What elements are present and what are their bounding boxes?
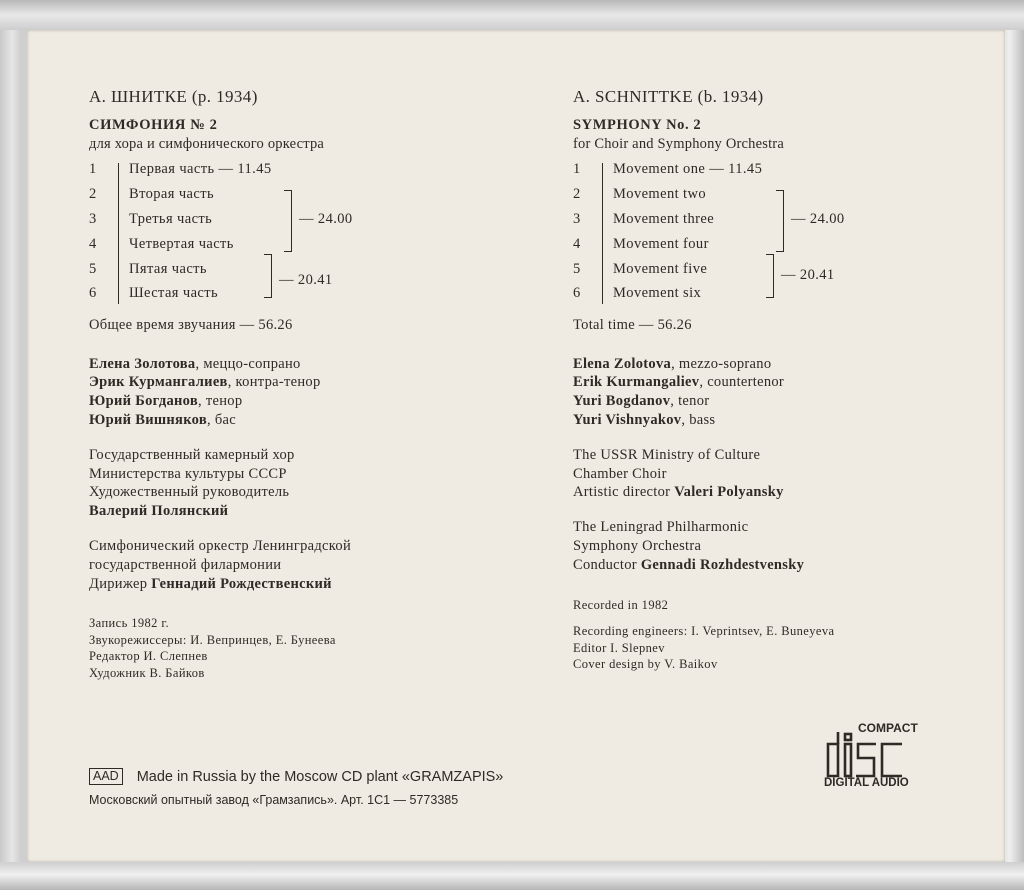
- credit-line: Editor I. Slepnev: [573, 640, 665, 655]
- track-number: 6: [573, 284, 581, 301]
- track-number: 5: [89, 260, 97, 277]
- composer-ru: А. ШНИТКЕ (р. 1934): [89, 87, 258, 106]
- track-title: Первая часть — 11.45: [129, 160, 272, 177]
- aad-badge: AAD: [89, 768, 123, 785]
- orchestra-line: Симфонический оркестр Ленинградской: [89, 538, 352, 554]
- subtitle-ru: для хора и симфонического оркестра: [89, 135, 325, 152]
- soloist-name: Эрик Курмангалиев: [89, 374, 228, 391]
- track-number: 4: [89, 235, 97, 252]
- soloist-role: , tenor: [670, 393, 710, 410]
- orchestra-en: [573, 518, 993, 574]
- subtitle-en: for Choir and Symphony Orchestra: [573, 135, 784, 152]
- credit-line: Запись 1982 г.: [89, 616, 169, 631]
- case-top-edge: [0, 0, 1024, 30]
- work-title-ru: СИМФОНИЯ № 2: [89, 117, 218, 134]
- credit-line: Cover design by V. Baikov: [573, 657, 718, 672]
- track-title: Movement six: [613, 284, 702, 301]
- choir-director-label: Artistic director: [573, 484, 675, 501]
- catalog-line: Московский опытный завод «Грамзапись». Арт. 1С1 — 5773385: [89, 793, 459, 807]
- logo-digital-audio-text: DIGITAL AUDIO: [824, 777, 909, 788]
- choir-line: Государственный камерный хор: [89, 446, 295, 463]
- compact-disc-logo: [824, 720, 942, 788]
- credit-line: Художник В. Байков: [89, 665, 205, 680]
- track-number: 2: [89, 185, 97, 202]
- bracket-group-2: [766, 254, 774, 298]
- logo-compact-text: COMPACT: [858, 721, 918, 735]
- track-number: 3: [573, 210, 581, 227]
- soloist-role: , бас: [206, 412, 236, 429]
- tracklist-bar: [118, 163, 119, 304]
- choir-director: Valeri Polyansky: [674, 484, 784, 501]
- track-title: Movement four: [613, 235, 709, 252]
- recorded-line: Recorded in 1982: [573, 597, 669, 612]
- soloist-role: , меццо-сопрано: [195, 355, 301, 372]
- group-duration: — 24.00: [791, 210, 845, 227]
- soloist-name: Yuri Bogdanov: [573, 393, 671, 410]
- credit-line: Редактор И. Слепнев: [89, 649, 208, 664]
- soloist-role: , bass: [681, 412, 716, 429]
- group-duration: — 24.00: [299, 210, 353, 227]
- track-title: Четвертая часть: [129, 235, 234, 252]
- track-number: 2: [573, 185, 581, 202]
- choir-line: The USSR Ministry of Culture: [573, 446, 761, 463]
- bracket-group-1: [284, 190, 292, 252]
- conductor-name: Gennadi Rozhdestvensky: [640, 556, 805, 573]
- composer-en: A. SCHNITTKE (b. 1934): [573, 87, 764, 106]
- total-time-en: Total time — 56.26: [573, 316, 692, 333]
- track-number: 4: [573, 235, 581, 252]
- conductor-label: Conductor: [573, 556, 641, 573]
- footer: [89, 768, 503, 807]
- russian-column: [89, 86, 529, 681]
- case-bottom-edge: [0, 862, 1024, 890]
- choir-director: Валерий Полянский: [89, 503, 229, 520]
- tracklist-bar: [602, 163, 603, 304]
- tracklist-en: [573, 160, 993, 310]
- track-number: 1: [573, 160, 581, 177]
- conductor-label: Дирижер: [89, 575, 152, 592]
- english-column: [573, 86, 993, 673]
- group-duration: — 20.41: [279, 271, 333, 288]
- choir-line: Chamber Choir: [573, 465, 667, 482]
- soloists-en: [573, 355, 993, 430]
- soloist-name: Yuri Vishnyakov: [573, 412, 682, 429]
- made-in-text: Made in Russia by the Moscow CD plant «GRAMZAPIS»: [136, 768, 504, 785]
- soloist-role: , countertenor: [699, 374, 785, 391]
- credit-line: Звукорежиссеры: И. Вепринцев, Е. Бунеева: [89, 632, 336, 647]
- bracket-group-2: [264, 254, 272, 298]
- soloist-role: , контра-тенор: [227, 374, 321, 391]
- track-title: Movement two: [613, 185, 706, 202]
- orchestra-ru: [89, 537, 529, 593]
- soloist-role: , тенор: [197, 393, 243, 410]
- track-title: Пятая часть: [129, 260, 207, 277]
- track-title: Шестая часть: [129, 284, 219, 301]
- track-title: Movement three: [613, 210, 715, 227]
- choir-en: [573, 446, 993, 502]
- credit-line: Recording engineers: I. Veprintsev, E. Buneyeva: [573, 624, 835, 639]
- choir-line: Министерства культуры СССР: [89, 465, 287, 482]
- soloist-name: Елена Золотова: [89, 355, 196, 372]
- track-number: 5: [573, 260, 581, 277]
- credits-ru: [89, 615, 529, 681]
- work-title-en: SYMPHONY No. 2: [573, 117, 702, 134]
- track-title: Третья часть: [129, 210, 213, 227]
- orchestra-line: The Leningrad Philharmonic: [573, 519, 749, 536]
- group-duration: — 20.41: [781, 266, 835, 283]
- soloist-name: Elena Zolotova: [573, 355, 672, 372]
- choir-ru: [89, 446, 529, 521]
- track-number: 6: [89, 284, 97, 301]
- conductor-name: Геннадий Рождественский: [151, 575, 332, 592]
- soloist-role: , mezzo-soprano: [671, 355, 772, 372]
- orchestra-line: Symphony Orchestra: [573, 538, 702, 554]
- soloist-name: Юрий Вишняков: [89, 412, 207, 429]
- track-title: Вторая часть: [129, 185, 214, 202]
- total-time-ru: Общее время звучания — 56.26: [89, 316, 293, 333]
- orchestra-line: государственной филармонии: [89, 556, 282, 573]
- bracket-group-1: [776, 190, 784, 252]
- credits-en: [573, 597, 993, 673]
- soloists-ru: [89, 355, 529, 430]
- choir-line: Художественный руководитель: [89, 484, 290, 501]
- track-title: Movement five: [613, 260, 708, 277]
- soloist-name: Erik Kurmangaliev: [573, 374, 700, 391]
- track-title: Movement one — 11.45: [613, 160, 763, 177]
- soloist-name: Юрий Богданов: [89, 393, 198, 410]
- track-number: 3: [89, 210, 97, 227]
- tracklist-ru: [89, 160, 529, 310]
- back-insert: [27, 30, 1005, 862]
- track-number: 1: [89, 160, 97, 177]
